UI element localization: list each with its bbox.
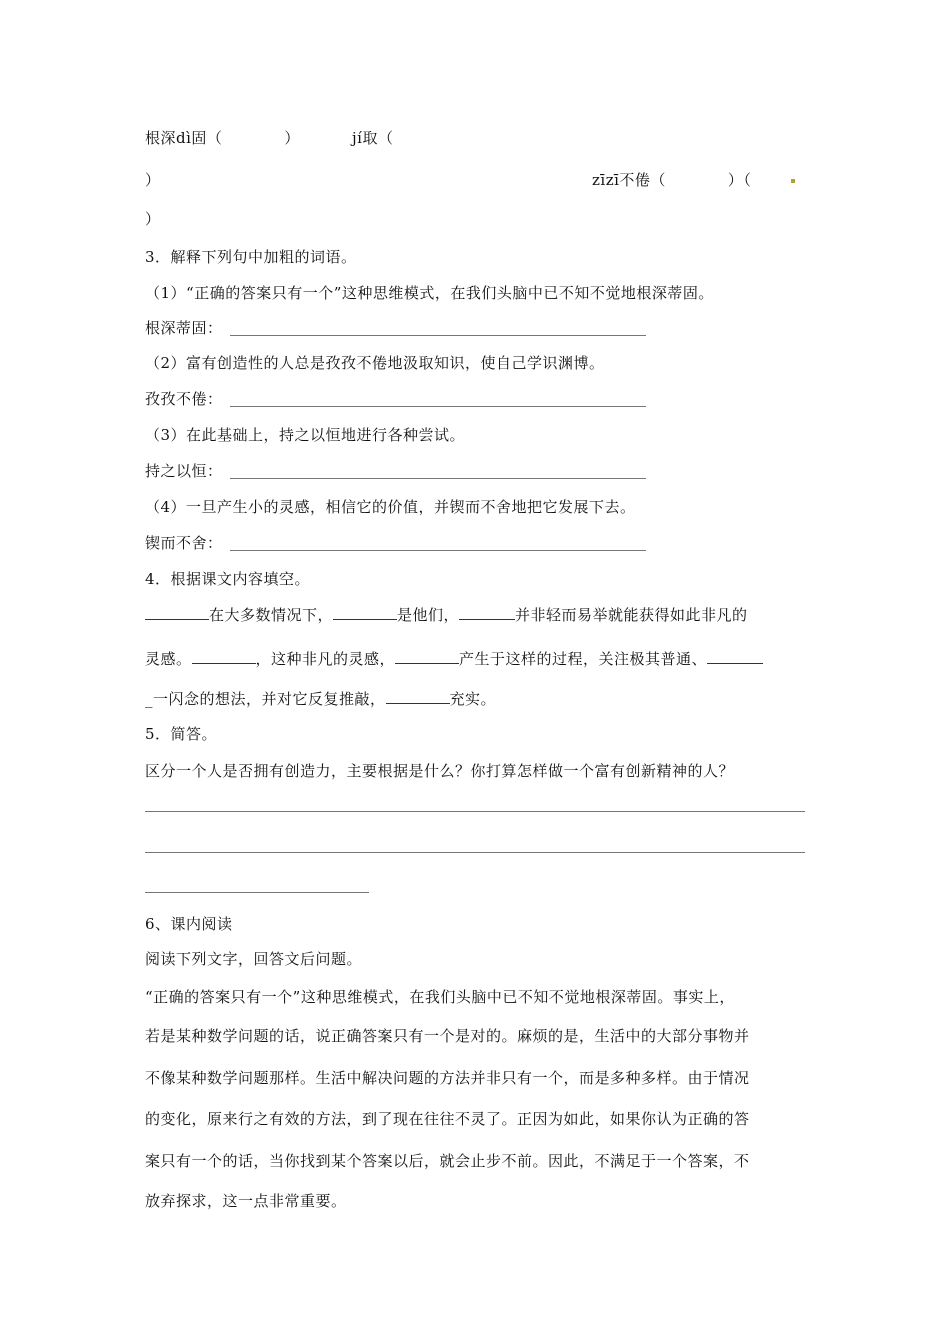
passage-line-4: 的变化，原来行之有效的方法，到了现在往往不灵了。正因为如此，如果你认为正确的答 bbox=[145, 1110, 750, 1128]
passage-line-2: 若是某种数学问题的话，说正确答案只有一个是对的。麻烦的是，生活中的大部分事物并 bbox=[145, 1027, 750, 1045]
pinyin-row-1 bbox=[145, 128, 300, 148]
pinyin-item-zizibujuan: zīzī不倦（ ）（ bbox=[592, 171, 752, 189]
pinyin-row-2-close: ） bbox=[145, 171, 161, 189]
q4-text-1b: 是他们， bbox=[397, 606, 460, 624]
q3-sentence-1: （1）“正确的答案只有一个”这种思维模式，在我们头脑中已不知不觉地根深蒂固。 bbox=[145, 284, 714, 302]
q5-question: 区分一个人是否拥有创造力，主要根据是什么？你打算怎样做一个富有创新精神的人？ bbox=[145, 762, 735, 780]
q3-answer-line-4[interactable] bbox=[230, 550, 646, 551]
q4-blank-1[interactable] bbox=[145, 605, 209, 620]
q5-answer-line-2[interactable] bbox=[145, 852, 805, 853]
q6-instruction: 阅读下列文字，回答文后问题。 bbox=[145, 950, 363, 968]
q4-text-1c: 并非轻而易举就能获得如此非凡的 bbox=[515, 606, 748, 624]
q5-answer-line-3[interactable] bbox=[145, 892, 369, 893]
q3-answer-label-4: 锲而不舍： bbox=[145, 534, 223, 552]
q3-answer-label-2: 孜孜不倦： bbox=[145, 390, 223, 408]
q3-sentence-2: （2）富有创造性的人总是孜孜不倦地汲取知识，使自己学识渊博。 bbox=[145, 354, 605, 372]
q4-text-2b: ，这种非凡的灵感， bbox=[255, 650, 396, 668]
q3-title: 3．解释下列句中加粗的词语。 bbox=[145, 248, 357, 266]
q3-sentence-4: （4）一旦产生小的灵感，相信它的价值，并锲而不舍地把它发展下去。 bbox=[145, 498, 636, 516]
q3-answer-line-3[interactable] bbox=[230, 478, 646, 479]
q4-blank-3[interactable] bbox=[459, 605, 515, 620]
passage-line-5: 案只有一个的话，当你找到某个答案以后，就会止步不前。因此，不满足于一个答案，不 bbox=[145, 1152, 750, 1170]
q3-answer-line-2[interactable] bbox=[230, 406, 646, 407]
q4-text-2c: 产生于这样的过程，关注极其普通、 bbox=[459, 650, 708, 668]
q4-text-3a: _一闪念的想法，并对它反复推敲， bbox=[145, 690, 386, 708]
q4-blank-4[interactable] bbox=[192, 649, 256, 664]
pinyin-item-gendigu: 根深dì固（ ） bbox=[145, 129, 300, 147]
q5-answer-line-1[interactable] bbox=[145, 811, 805, 812]
q4-blank-7[interactable] bbox=[386, 689, 450, 704]
q4-blank-2[interactable] bbox=[333, 605, 397, 620]
q4-text-1a: 在大多数情况下， bbox=[209, 606, 334, 624]
q5-title: 5．简答。 bbox=[145, 725, 218, 743]
q4-text-2a: 灵感。 bbox=[145, 650, 192, 668]
q3-answer-label-1: 根深蒂固： bbox=[145, 319, 223, 337]
passage-line-3: 不像某种数学问题那样。生活中解决问题的方法并非只有一个，而是多种多样。由于情况 bbox=[145, 1069, 750, 1087]
q4-line-2 bbox=[145, 649, 763, 669]
pinyin-item-jiqu: jí取（ bbox=[352, 129, 394, 147]
passage-line-6: 放弃探求，这一点非常重要。 bbox=[145, 1192, 347, 1210]
q6-title: 6、课内阅读 bbox=[145, 915, 233, 933]
q4-title: 4．根据课文内容填空。 bbox=[145, 570, 311, 588]
pinyin-row-3-close: ） bbox=[145, 210, 161, 228]
q3-sentence-3: （3）在此基础上，持之以恒地进行各种尝试。 bbox=[145, 426, 466, 444]
q4-line-1 bbox=[145, 605, 748, 625]
q4-line-3 bbox=[145, 689, 496, 709]
q3-answer-label-3: 持之以恒： bbox=[145, 462, 223, 480]
q4-text-3b: 充实。 bbox=[449, 690, 497, 708]
q3-answer-line-1[interactable] bbox=[230, 335, 646, 336]
q4-blank-5[interactable] bbox=[395, 649, 459, 664]
q4-blank-6[interactable] bbox=[707, 649, 763, 664]
decorative-dot bbox=[791, 179, 795, 183]
passage-line-1: “正确的答案只有一个”这种思维模式，在我们头脑中已不知不觉地根深蒂固。事实上， bbox=[145, 988, 735, 1006]
